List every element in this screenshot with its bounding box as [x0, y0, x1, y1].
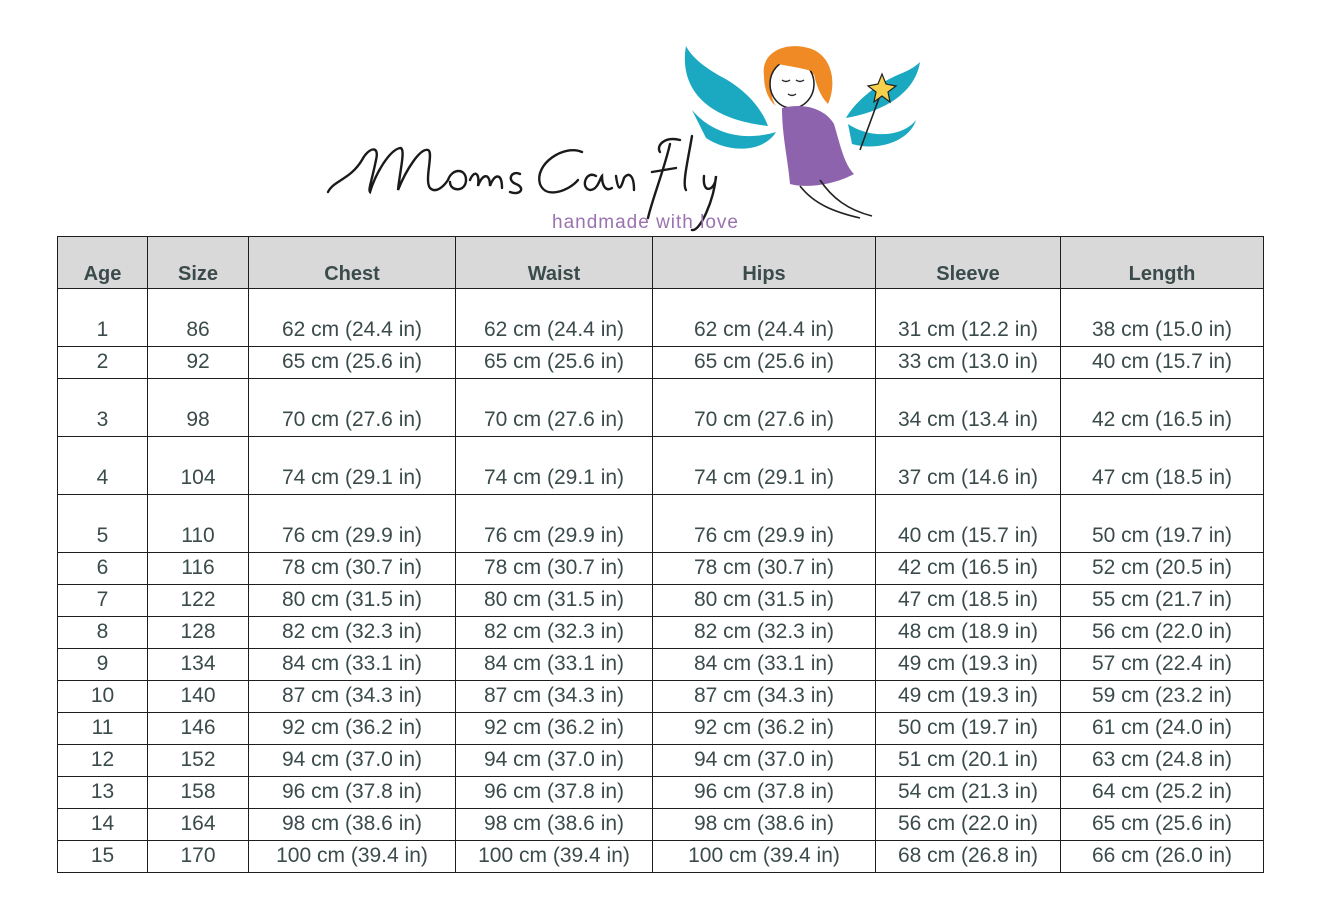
cell-sleeve: 51 cm (20.1 in): [876, 745, 1061, 777]
table-row: [58, 553, 1264, 585]
cell-hips: 96 cm (37.8 in): [653, 777, 876, 809]
cell-hips: 98 cm (38.6 in): [653, 809, 876, 841]
cell-size: 170: [148, 841, 249, 873]
table-row: [58, 841, 1264, 873]
cell-waist: 70 cm (27.6 in): [456, 379, 653, 437]
cell-length: 42 cm (16.5 in): [1061, 379, 1264, 437]
table-row: [58, 495, 1264, 553]
cell-chest: 70 cm (27.6 in): [249, 379, 456, 437]
cell-sleeve: 68 cm (26.8 in): [876, 841, 1061, 873]
cell-sleeve: 47 cm (18.5 in): [876, 585, 1061, 617]
cell-size: 128: [148, 617, 249, 649]
cell-length: 59 cm (23.2 in): [1061, 681, 1264, 713]
cell-chest: 92 cm (36.2 in): [249, 713, 456, 745]
cell-size: 104: [148, 437, 249, 495]
cell-hips: 80 cm (31.5 in): [653, 585, 876, 617]
cell-length: 50 cm (19.7 in): [1061, 495, 1264, 553]
cell-waist: 100 cm (39.4 in): [456, 841, 653, 873]
cell-age: 6: [58, 553, 148, 585]
cell-length: 66 cm (26.0 in): [1061, 841, 1264, 873]
cell-chest: 84 cm (33.1 in): [249, 649, 456, 681]
table-row: [58, 379, 1264, 437]
cell-hips: 76 cm (29.9 in): [653, 495, 876, 553]
cell-age: 12: [58, 745, 148, 777]
cell-hips: 94 cm (37.0 in): [653, 745, 876, 777]
cell-sleeve: 49 cm (19.3 in): [876, 649, 1061, 681]
cell-length: 57 cm (22.4 in): [1061, 649, 1264, 681]
cell-chest: 82 cm (32.3 in): [249, 617, 456, 649]
cell-hips: 70 cm (27.6 in): [653, 379, 876, 437]
cell-chest: 94 cm (37.0 in): [249, 745, 456, 777]
cell-size: 140: [148, 681, 249, 713]
cell-chest: 87 cm (34.3 in): [249, 681, 456, 713]
cell-chest: 100 cm (39.4 in): [249, 841, 456, 873]
header-hips: Hips: [653, 237, 876, 289]
cell-length: 47 cm (18.5 in): [1061, 437, 1264, 495]
cell-sleeve: 49 cm (19.3 in): [876, 681, 1061, 713]
cell-length: 65 cm (25.6 in): [1061, 809, 1264, 841]
cell-sleeve: 54 cm (21.3 in): [876, 777, 1061, 809]
table-header-row: [58, 237, 1264, 289]
cell-size: 134: [148, 649, 249, 681]
cell-age: 3: [58, 379, 148, 437]
header-chest: Chest: [249, 237, 456, 289]
size-chart-table: [57, 236, 1264, 873]
cell-waist: 65 cm (25.6 in): [456, 347, 653, 379]
fairy-body: [782, 106, 872, 218]
cell-age: 14: [58, 809, 148, 841]
header-sleeve: Sleeve: [876, 237, 1061, 289]
cell-size: 152: [148, 745, 249, 777]
cell-chest: 65 cm (25.6 in): [249, 347, 456, 379]
cell-waist: 76 cm (29.9 in): [456, 495, 653, 553]
cell-size: 92: [148, 347, 249, 379]
table-row: [58, 745, 1264, 777]
cell-waist: 96 cm (37.8 in): [456, 777, 653, 809]
fairy-head: [764, 46, 833, 108]
cell-waist: 84 cm (33.1 in): [456, 649, 653, 681]
cell-length: 56 cm (22.0 in): [1061, 617, 1264, 649]
cell-waist: 92 cm (36.2 in): [456, 713, 653, 745]
table-row: [58, 437, 1264, 495]
cell-sleeve: 33 cm (13.0 in): [876, 347, 1061, 379]
cell-age: 5: [58, 495, 148, 553]
cell-sleeve: 42 cm (16.5 in): [876, 553, 1061, 585]
cell-sleeve: 56 cm (22.0 in): [876, 809, 1061, 841]
cell-chest: 98 cm (38.6 in): [249, 809, 456, 841]
table-row: [58, 777, 1264, 809]
cell-size: 110: [148, 495, 249, 553]
cell-sleeve: 34 cm (13.4 in): [876, 379, 1061, 437]
cell-sleeve: 50 cm (19.7 in): [876, 713, 1061, 745]
header-length: Length: [1061, 237, 1264, 289]
cell-age: 9: [58, 649, 148, 681]
cell-hips: 84 cm (33.1 in): [653, 649, 876, 681]
header-age: Age: [58, 237, 148, 289]
cell-hips: 65 cm (25.6 in): [653, 347, 876, 379]
fairy-logo-artwork: [320, 40, 920, 235]
cell-length: 38 cm (15.0 in): [1061, 289, 1264, 347]
cell-waist: 62 cm (24.4 in): [456, 289, 653, 347]
cell-age: 10: [58, 681, 148, 713]
cell-age: 4: [58, 437, 148, 495]
table-row: [58, 585, 1264, 617]
cell-chest: 74 cm (29.1 in): [249, 437, 456, 495]
cell-size: 158: [148, 777, 249, 809]
cell-length: 52 cm (20.5 in): [1061, 553, 1264, 585]
brand-logo: [320, 40, 920, 235]
table-row: [58, 713, 1264, 745]
cell-length: 63 cm (24.8 in): [1061, 745, 1264, 777]
table-row: [58, 289, 1264, 347]
logo-tagline: handmade with love: [552, 212, 739, 233]
cell-age: 15: [58, 841, 148, 873]
cell-size: 146: [148, 713, 249, 745]
cell-size: 98: [148, 379, 249, 437]
cell-chest: 62 cm (24.4 in): [249, 289, 456, 347]
cell-sleeve: 48 cm (18.9 in): [876, 617, 1061, 649]
cell-waist: 78 cm (30.7 in): [456, 553, 653, 585]
cell-age: 2: [58, 347, 148, 379]
cell-size: 164: [148, 809, 249, 841]
cell-length: 64 cm (25.2 in): [1061, 777, 1264, 809]
cell-size: 86: [148, 289, 249, 347]
cell-age: 13: [58, 777, 148, 809]
cell-waist: 80 cm (31.5 in): [456, 585, 653, 617]
cell-age: 1: [58, 289, 148, 347]
cell-length: 61 cm (24.0 in): [1061, 713, 1264, 745]
table-row: [58, 347, 1264, 379]
cell-length: 55 cm (21.7 in): [1061, 585, 1264, 617]
cell-waist: 87 cm (34.3 in): [456, 681, 653, 713]
cell-hips: 82 cm (32.3 in): [653, 617, 876, 649]
cell-hips: 92 cm (36.2 in): [653, 713, 876, 745]
cell-waist: 82 cm (32.3 in): [456, 617, 653, 649]
cell-hips: 100 cm (39.4 in): [653, 841, 876, 873]
cell-length: 40 cm (15.7 in): [1061, 347, 1264, 379]
cell-waist: 98 cm (38.6 in): [456, 809, 653, 841]
table-body: [58, 289, 1264, 873]
cell-age: 11: [58, 713, 148, 745]
cell-age: 8: [58, 617, 148, 649]
cell-chest: 80 cm (31.5 in): [249, 585, 456, 617]
cell-waist: 94 cm (37.0 in): [456, 745, 653, 777]
cell-sleeve: 37 cm (14.6 in): [876, 437, 1061, 495]
cell-sleeve: 31 cm (12.2 in): [876, 289, 1061, 347]
table-row: [58, 617, 1264, 649]
header-waist: Waist: [456, 237, 653, 289]
table-row: [58, 681, 1264, 713]
table-row: [58, 809, 1264, 841]
cell-chest: 96 cm (37.8 in): [249, 777, 456, 809]
cell-hips: 62 cm (24.4 in): [653, 289, 876, 347]
cell-waist: 74 cm (29.1 in): [456, 437, 653, 495]
header-size: Size: [148, 237, 249, 289]
cell-chest: 78 cm (30.7 in): [249, 553, 456, 585]
cell-size: 116: [148, 553, 249, 585]
cell-sleeve: 40 cm (15.7 in): [876, 495, 1061, 553]
cell-chest: 76 cm (29.9 in): [249, 495, 456, 553]
cell-hips: 74 cm (29.1 in): [653, 437, 876, 495]
cell-age: 7: [58, 585, 148, 617]
cell-hips: 87 cm (34.3 in): [653, 681, 876, 713]
table-row: [58, 649, 1264, 681]
cell-size: 122: [148, 585, 249, 617]
cell-hips: 78 cm (30.7 in): [653, 553, 876, 585]
